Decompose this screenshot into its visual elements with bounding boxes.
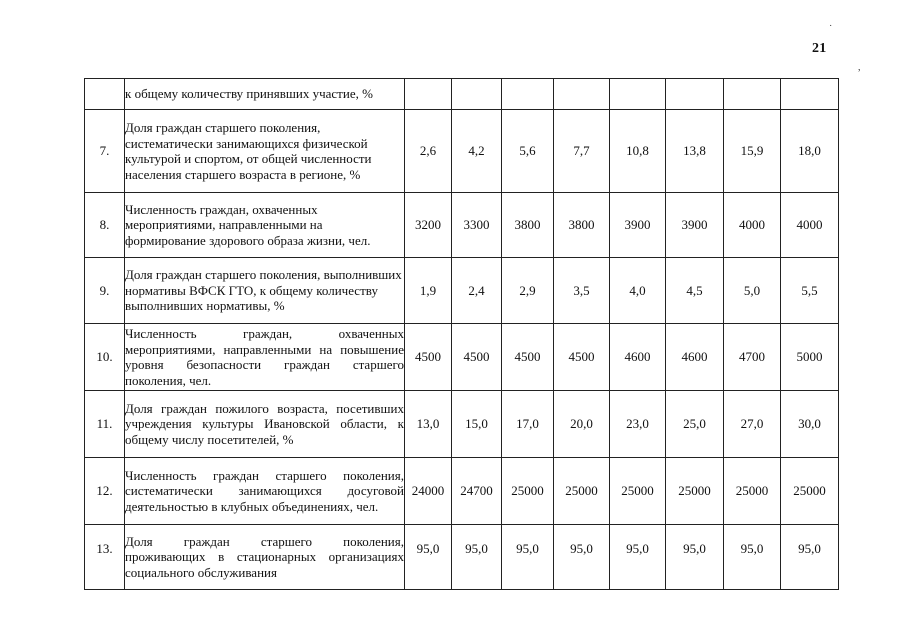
indicators-table bbox=[84, 78, 839, 590]
indicator-value: 25,0 bbox=[666, 391, 724, 458]
indicator-value: 95,0 bbox=[502, 525, 554, 590]
indicator-name: Доля граждан старшего поколения, проживающих в стационарных организациях социального обслуживания bbox=[125, 525, 405, 590]
indicator-value bbox=[610, 79, 666, 110]
indicator-value: 3900 bbox=[610, 193, 666, 258]
indicator-value: 3800 bbox=[502, 193, 554, 258]
indicator-name: Доля граждан пожилого возраста, посетивших учреждения культуры Ивановской области, к общему числу посетителей, % bbox=[125, 391, 405, 458]
indicator-value: 24700 bbox=[452, 458, 502, 525]
indicator-value: 13,0 bbox=[405, 391, 452, 458]
page-number: 21 bbox=[812, 41, 827, 56]
indicator-value: 4600 bbox=[610, 324, 666, 391]
indicator-value: 4500 bbox=[554, 324, 610, 391]
indicator-value: 95,0 bbox=[405, 525, 452, 590]
indicator-value: 25000 bbox=[724, 458, 781, 525]
indicator-value: 2,9 bbox=[502, 258, 554, 324]
indicator-value: 25000 bbox=[781, 458, 839, 525]
indicator-value: 95,0 bbox=[554, 525, 610, 590]
indicator-value: 30,0 bbox=[781, 391, 839, 458]
row-number: 8. bbox=[85, 193, 125, 258]
indicator-value: 25000 bbox=[554, 458, 610, 525]
indicator-value bbox=[405, 79, 452, 110]
row-number: 10. bbox=[85, 324, 125, 391]
scan-mark: ˙ bbox=[829, 24, 833, 35]
indicator-name: Доля граждан старшего поколения, систематически занимающихся физической культурой и спортом, от общей численности населения старшего возраста в регионе, % bbox=[125, 110, 405, 193]
indicator-value: 7,7 bbox=[554, 110, 610, 193]
indicator-value: 3900 bbox=[666, 193, 724, 258]
table-row bbox=[85, 193, 839, 258]
indicator-name: Численность граждан, охваченных мероприятиями, направленными на формирование здорового образа жизни, чел. bbox=[125, 193, 405, 258]
indicator-value: 95,0 bbox=[781, 525, 839, 590]
indicator-value bbox=[502, 79, 554, 110]
indicator-value bbox=[781, 79, 839, 110]
row-number bbox=[85, 79, 125, 110]
indicator-value: 4,5 bbox=[666, 258, 724, 324]
indicator-name: Доля граждан старшего поколения, выполнивших нормативы ВФСК ГТО, к общему количеству выполнивших нормативы, % bbox=[125, 258, 405, 324]
indicator-name: Численность граждан, охваченных мероприятиями, направленными на повышение уровня безопасности граждан старшего поколения, чел. bbox=[125, 324, 405, 391]
indicator-value: 13,8 bbox=[666, 110, 724, 193]
scan-mark: , bbox=[858, 62, 861, 73]
indicator-value: 23,0 bbox=[610, 391, 666, 458]
indicator-value bbox=[666, 79, 724, 110]
indicator-value: 15,0 bbox=[452, 391, 502, 458]
indicator-value: 3200 bbox=[405, 193, 452, 258]
indicator-value: 15,9 bbox=[724, 110, 781, 193]
indicator-value: 25000 bbox=[502, 458, 554, 525]
indicator-value bbox=[452, 79, 502, 110]
row-number: 9. bbox=[85, 258, 125, 324]
indicator-value: 4000 bbox=[781, 193, 839, 258]
indicator-value: 95,0 bbox=[610, 525, 666, 590]
indicator-value: 2,6 bbox=[405, 110, 452, 193]
indicator-value bbox=[554, 79, 610, 110]
table-row bbox=[85, 79, 839, 110]
indicator-value: 4,2 bbox=[452, 110, 502, 193]
indicator-value: 3,5 bbox=[554, 258, 610, 324]
indicator-value: 4700 bbox=[724, 324, 781, 391]
indicator-value: 5,0 bbox=[724, 258, 781, 324]
table-row bbox=[85, 258, 839, 324]
indicator-value: 3300 bbox=[452, 193, 502, 258]
table-row bbox=[85, 391, 839, 458]
indicator-value: 4500 bbox=[452, 324, 502, 391]
row-number: 11. bbox=[85, 391, 125, 458]
indicator-value: 25000 bbox=[610, 458, 666, 525]
table-row bbox=[85, 110, 839, 193]
table-row bbox=[85, 458, 839, 525]
table-row bbox=[85, 525, 839, 590]
indicator-value: 95,0 bbox=[724, 525, 781, 590]
indicator-value: 5,5 bbox=[781, 258, 839, 324]
indicator-value: 5000 bbox=[781, 324, 839, 391]
indicator-value: 10,8 bbox=[610, 110, 666, 193]
indicator-value: 5,6 bbox=[502, 110, 554, 193]
indicator-value: 4000 bbox=[724, 193, 781, 258]
indicator-value: 4,0 bbox=[610, 258, 666, 324]
table-row bbox=[85, 324, 839, 391]
indicator-value bbox=[724, 79, 781, 110]
indicator-value: 25000 bbox=[666, 458, 724, 525]
indicator-name: Численность граждан старшего поколения, систематически занимающихся досуговой деятельностью в клубных объединениях, чел. bbox=[125, 458, 405, 525]
row-number: 12. bbox=[85, 458, 125, 525]
indicator-value: 4500 bbox=[502, 324, 554, 391]
indicator-value: 24000 bbox=[405, 458, 452, 525]
indicator-value: 3800 bbox=[554, 193, 610, 258]
row-number: 7. bbox=[85, 110, 125, 193]
indicator-value: 95,0 bbox=[452, 525, 502, 590]
indicator-value: 18,0 bbox=[781, 110, 839, 193]
indicator-value: 4600 bbox=[666, 324, 724, 391]
indicator-value: 17,0 bbox=[502, 391, 554, 458]
row-number: 13. bbox=[85, 525, 125, 590]
indicator-value: 4500 bbox=[405, 324, 452, 391]
indicator-name: к общему количеству принявших участие, % bbox=[125, 79, 405, 110]
indicator-value: 95,0 bbox=[666, 525, 724, 590]
indicator-value: 20,0 bbox=[554, 391, 610, 458]
indicator-value: 1,9 bbox=[405, 258, 452, 324]
indicator-value: 27,0 bbox=[724, 391, 781, 458]
indicator-value: 2,4 bbox=[452, 258, 502, 324]
